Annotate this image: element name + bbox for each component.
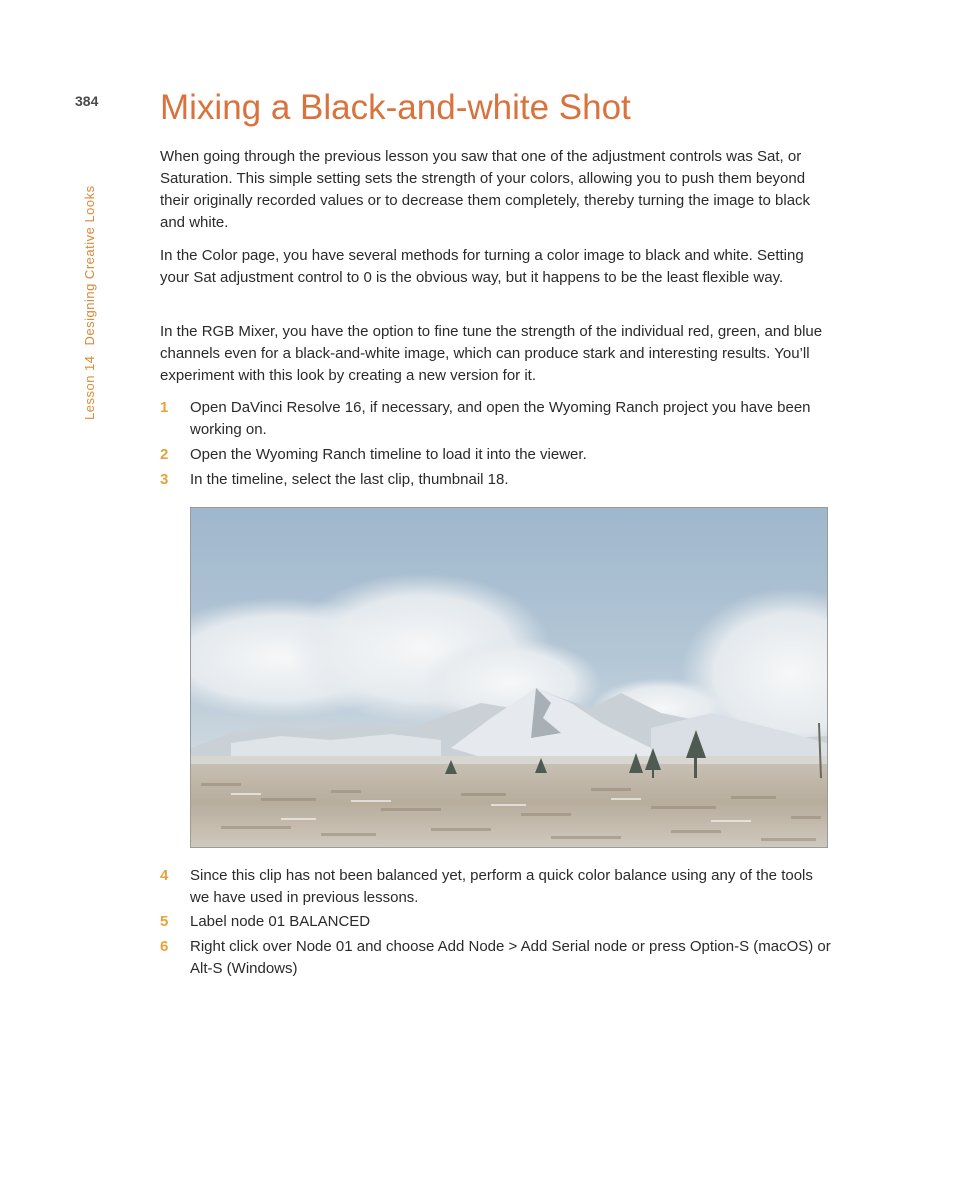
- landscape-photo: [190, 507, 828, 848]
- step-number: 1: [160, 399, 169, 416]
- step-item: [160, 936, 832, 980]
- chapter-title-label: Designing Creative Looks: [82, 185, 97, 346]
- page-number: 384: [75, 93, 99, 109]
- step-item: [160, 444, 832, 466]
- step-number: 4: [160, 867, 169, 884]
- step-text: Since this clip has not been balanced yet, perform a quick color balance using any of the tools we have used in previous lessons.: [190, 867, 813, 906]
- side-running-header: [82, 185, 97, 420]
- step-number: 2: [160, 446, 169, 463]
- step-text: Label node 01 BALANCED: [190, 913, 371, 930]
- lesson-label: Lesson 14: [82, 355, 97, 420]
- step-item: [160, 865, 832, 909]
- step-number: 3: [160, 471, 169, 488]
- step-number: 5: [160, 913, 169, 930]
- page-title: Mixing a Black-and-white Shot: [160, 88, 631, 127]
- paragraph: In the RGB Mixer, you have the option to fine tune the strength of the individual red, green, and blue channels even for a black-and-white image, which can produce stark and interesting results. You’ll experiment with this look by creating a new version for it.: [160, 323, 823, 384]
- step-text: Open the Wyoming Ranch timeline to load it into the viewer.: [190, 446, 587, 463]
- paragraph: When going through the previous lesson you saw that one of the adjustment controls was Sat, or Saturation. This simple setting sets the strength of your colors, allowing you to push them beyond their originally recorded values or to decrease them completely, thereby turning the image to black and white.: [160, 148, 811, 231]
- step-item: [160, 397, 832, 441]
- step-text: Open DaVinci Resolve 16, if necessary, and open the Wyoming Ranch project you have been working on.: [190, 399, 811, 438]
- step-text: In the timeline, select the last clip, thumbnail 18.: [190, 471, 509, 488]
- step-item: [160, 469, 832, 491]
- step-number: 6: [160, 938, 169, 955]
- paragraph: In the Color page, you have several methods for turning a color image to black and white. Setting your Sat adjustment control to 0 is the obvious way, but it happens to be the least flexible way.: [160, 247, 804, 286]
- step-text: Right click over Node 01 and choose Add Node > Add Serial node or press Option-S (macOS) or Alt-S (Windows): [190, 938, 831, 977]
- step-item: [160, 911, 832, 933]
